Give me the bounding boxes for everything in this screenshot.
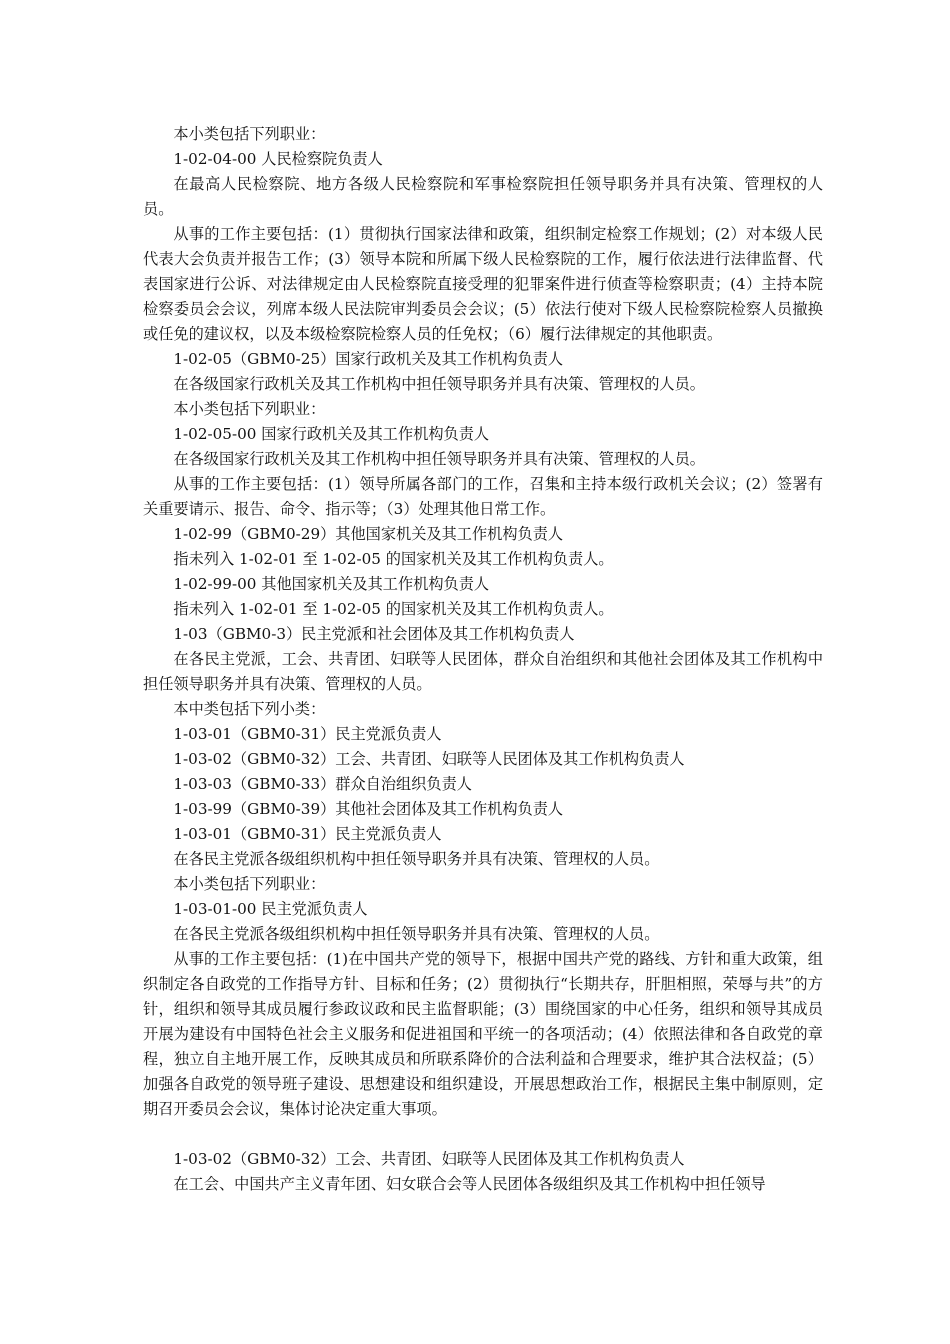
paragraph-23: 在各民主党派各级组织机构中担任领导职务并具有决策、管理权的人员。 <box>173 850 660 868</box>
occupation-code-heading: 1-02-05-00 国家行政机关及其工作机构负责人 <box>173 425 490 443</box>
blank-line <box>143 1122 823 1147</box>
paragraph-6: 在各级国家行政机关及其工作机构中担任领导职务并具有决策、管理权的人员。 <box>173 375 705 393</box>
paragraph-24: 本小类包括下列职业： <box>173 875 326 893</box>
occupation-code-heading: 1-02-04-00 人民检察院负责人 <box>173 150 383 168</box>
subcategory-heading: 1-03-01（GBM0-31）民主党派负责人 <box>173 825 442 843</box>
paragraph-26: 在各民主党派各级组织机构中担任领导职务并具有决策、管理权的人员。 <box>173 925 660 943</box>
subcategory-list-item: 1-03-01（GBM0-31）民主党派负责人 <box>173 725 442 743</box>
paragraph-9: 在各级国家行政机关及其工作机构中担任领导职务并具有决策、管理权的人员。 <box>173 450 705 468</box>
subcategory-list-item: 1-03-99（GBM0-39）其他社会团体及其工作机构负责人 <box>173 800 564 818</box>
paragraph-16: 在各民主党派，工会、共青团、妇联等人民团体，群众自治组织和其他社会团体及其工作机构中担任领导职务并具有决策、管理权的人员。 <box>143 650 823 693</box>
occupation-code-heading: 1-02-99-00 其他国家机关及其工作机构负责人 <box>173 575 490 593</box>
paragraph-1: 本小类包括下列职业： <box>173 125 326 143</box>
category-heading: 1-03（GBM0-3）民主党派和社会团体及其工作机构负责人 <box>173 625 575 643</box>
duties-paragraph: 从事的工作主要包括：(1)在中国共产党的领导下，根据中国共产党的路线、方针和重大政策，组织制定各自政党的工作指导方针、目标和任务；(2）贯彻执行“长期共存，肝胆相照，荣辱与共”的方针，组织和领导其成员履行参政议政和民主监督职能；(3）围绕国家的中心任务，组织和领导其成员开展为建设有中国特色社会主义服务和促进祖国和平统一的各项活动；(4）依照法律和各自政党的章程，独立自主地开展工作，反映其成员和所联系降价的合法利益和合理要求，维护其合法权益；(5）加强各自政党的领导班子建设、思想建设和组织建设，开展思想政治工作，根据民主集中制原则，定期召开委员会会议，集体讨论决定重大事项。 <box>143 950 823 1118</box>
duties-paragraph: 从事的工作主要包括：(1）领导所属各部门的工作，召集和主持本级行政机关会议；(2）签署有关重要请示、报告、命令、指示等；（3）处理其他日常工作。 <box>143 475 823 518</box>
paragraph-12: 指未列入 1-02-01 至 1-02-05 的国家机关及其工作机构负责人。 <box>173 550 614 568</box>
paragraph-17: 本中类包括下列小类： <box>173 700 326 718</box>
duties-paragraph: 从事的工作主要包括：(1）贯彻执行国家法律和政策，组织制定检察工作规划；(2）对本级人民代表大会负责并报告工作；(3）领导本院和所属下级人民检察院的工作，履行依法进行法律监督、代表国家进行公诉、对法律规定由人民检察院直接受理的犯罪案件进行侦查等检察职责；(4）主持本院检察委员会会议，列席本级人民法院审判委员会会议；(5）依法行使对下级人民检察院检察人员撤换或任免的建议权，以及本级检察院检察人员的任免权；（6）履行法律规定的其他职责。 <box>143 225 823 343</box>
subcategory-list-item: 1-03-03（GBM0-33）群众自治组织负责人 <box>173 775 472 793</box>
subcategory-heading: 1-03-02（GBM0-32）工会、共青团、妇联等人民团体及其工作机构负责人 <box>173 1150 685 1168</box>
document-body <box>143 122 823 1197</box>
subcategory-heading: 1-02-99（GBM0-29）其他国家机关及其工作机构负责人 <box>173 525 564 543</box>
paragraph-30: 在工会、中国共产主义青年团、妇女联合会等人民团体各级组织及其工作机构中担任领导 <box>173 1175 766 1193</box>
paragraph-14: 指未列入 1-02-01 至 1-02-05 的国家机关及其工作机构负责人。 <box>173 600 614 618</box>
subcategory-heading: 1-02-05（GBM0-25）国家行政机关及其工作机构负责人 <box>173 350 564 368</box>
subcategory-list-item: 1-03-02（GBM0-32）工会、共青团、妇联等人民团体及其工作机构负责人 <box>173 750 685 768</box>
occupation-code-heading: 1-03-01-00 民主党派负责人 <box>173 900 368 918</box>
paragraph-3: 在最高人民检察院、地方各级人民检察院和军事检察院担任领导职务并具有决策、管理权的人员。 <box>143 175 823 218</box>
paragraph-7: 本小类包括下列职业： <box>173 400 326 418</box>
